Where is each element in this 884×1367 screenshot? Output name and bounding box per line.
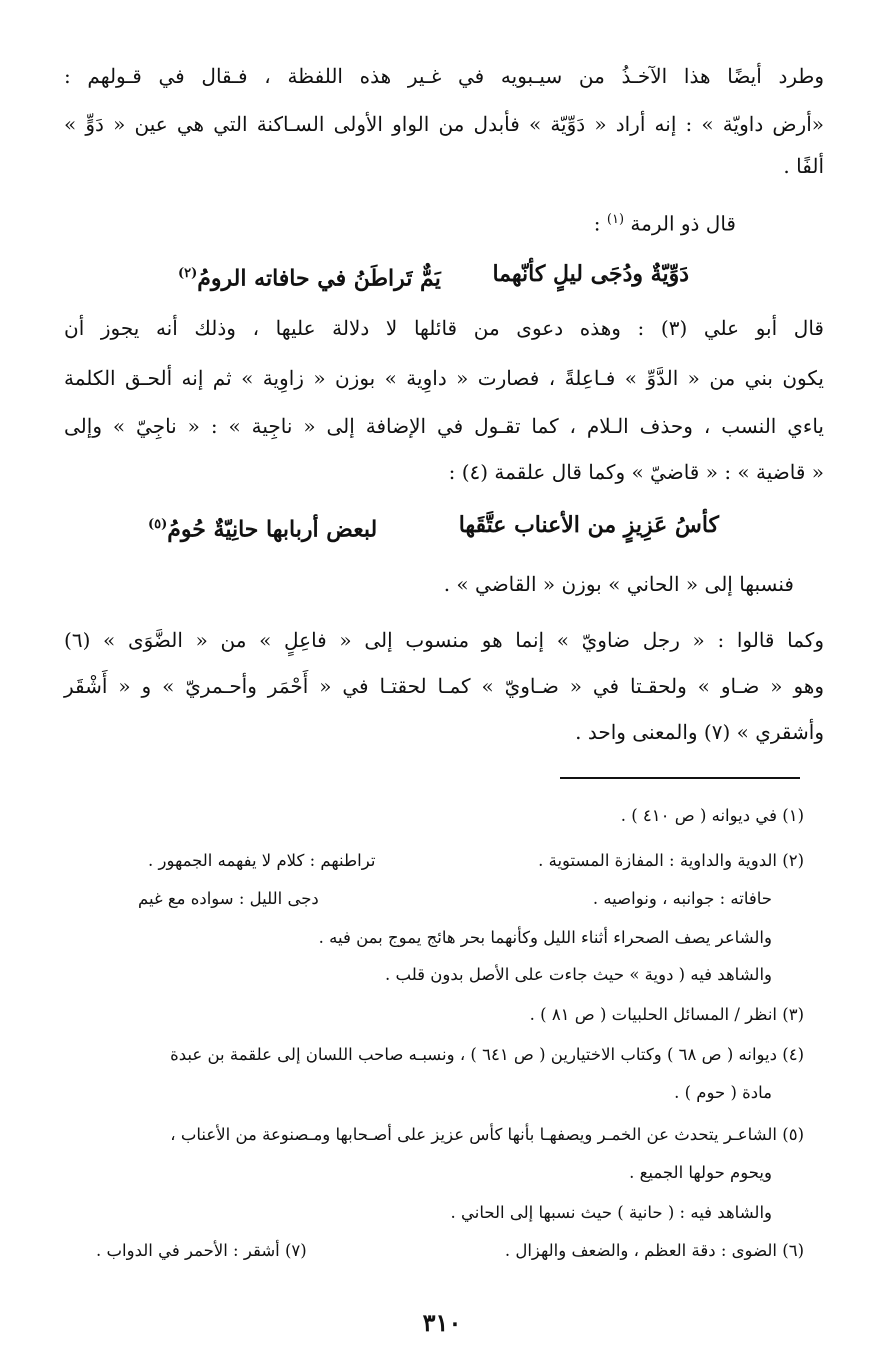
footnote-2-line-1: (٢) الدوية والداوية : المفازة المستوية . [538, 851, 804, 870]
footnote-2-line-2: حافاته : جوانبه ، ونواصيه . [592, 889, 772, 908]
footnote-4-line-1: (٤) ديوانه ( ص ٦٨ ) وكتاب الاختيارين ( ص ٦٤١ ) ، ونسبـه صاحب اللسان إلى علقمة بن عبدة [170, 1045, 804, 1064]
footnote-2-line-2-b: دجى الليل : سواده مع غيم [138, 889, 319, 908]
paragraph-line: قال أبو علي (٣) : وهذه دعوى من قائلها لا دلالة عليها ، وذلك أنه يجوز أن [64, 316, 824, 340]
verse-intro-text: قال ذو الرمة [630, 211, 736, 236]
page-number: ٣١٠ [422, 1308, 462, 1337]
footnote-1: (١) في ديوانه ( ص ٤١٠ ) . [620, 806, 804, 825]
footnote-ref: (٢) [178, 266, 198, 281]
footnote-ref: (١) [606, 212, 625, 227]
verse-intro [594, 204, 736, 240]
paragraph-line: وأشقري » (٧) والمعنى واحد . [575, 720, 824, 744]
footnote-5-line-3: والشاهد فيه : ( حانية ) حيث نسبها إلى الحاني . [450, 1203, 772, 1222]
paragraph-line: « قاضية » : « قاضيّ » وكما قال علقمة (٤) : [448, 460, 824, 484]
footnote-5-line-2: ويحوم حولها الجميع . [629, 1163, 772, 1182]
footnote-ref: (٥) [148, 517, 168, 532]
footnote-6: (٦) الضوى : دقة العظم ، والضعف والهزال . [504, 1241, 804, 1260]
footnote-separator [560, 777, 800, 779]
paragraph-line: وكما قالوا : « رجل ضاويّ » إنما هو منسوب إلى « فاعِلٍ » من « الضَّوَى » (٦) [64, 628, 824, 652]
footnote-2-line-3: والشاعر يصف الصحراء أثناء الليل وكأنهما بحر هائج يموج بمن فيه . [318, 928, 772, 947]
footnote-4-line-2: مادة ( حوم ) . [674, 1083, 772, 1102]
paragraph-line: فنسبها إلى « الحاني » بوزن « القاضي » . [443, 572, 794, 596]
verse-second-hemistich [178, 257, 441, 295]
verse-first-hemistich: كأسُ عَزِيزٍ من الأعناب عتَّقَها [458, 512, 719, 538]
verse-second-text: يَمٌّ تَراطَنُ في حافاته الرومُ [197, 265, 441, 292]
footnote-7: (٧) أشقر : الأحمر في الدواب . [96, 1241, 307, 1260]
footnote-2-line-1-b: تراطنهم : كلام لا يفهمه الجمهور . [148, 851, 376, 870]
verse-second-hemistich [148, 508, 377, 546]
footnote-2-line-4: والشاهد فيه ( دوية » حيث جاءت على الأصل بدون قلب . [385, 965, 772, 984]
paragraph-line: يكون بني من « الدَّوِّ » فـاعِلةً ، فصارت « داوِية » بوزن « زاوِية » ثم إنه ألحـق الكلمة [64, 366, 824, 390]
paragraph-line: «أرض داويّة » : إنه أراد « دَوِّيّة » فأبدل من الواو الأولى السـاكنة التي هي عين « دَوٍّ » [64, 112, 824, 136]
verse-intro-colon: : [593, 211, 601, 236]
paragraph-line: ألفًا . [783, 154, 824, 178]
verse-first-hemistich: دَوِّيّةٌ ودُجَى ليلٍ كأنّهما [492, 261, 689, 287]
paragraph-line: وهو « ضـاو » ولحقـتا في « ضـاويّ » كمـا لحقتـا في « أَحْمَر وأحـمريّ » و « أَشْقَر [64, 674, 824, 698]
paragraph-line: وطرد أيضًا هذا الآخـذُ من سيـبويه في غـير هذه اللفظة ، فـقال في قـولهم : [64, 64, 824, 88]
paragraph-line: ياءي النسب ، وحذف الـلام ، كما تقـول في الإضافة إلى « ناجِية » : « ناجِيّ » وإلى [64, 414, 824, 438]
footnote-5-line-1: (٥) الشاعـر يتحدث عن الخمـر ويصفهـا بأنها كأس عزيز على أصـحابها ومـصنوعة من الأعناب ، [170, 1125, 804, 1144]
footnote-3: (٣) انظر / المسائل الحلبيات ( ص ٨١ ) . [529, 1005, 804, 1024]
verse-second-text: لبعض أربابها حانِيّةٌ حُومُ [167, 516, 378, 543]
